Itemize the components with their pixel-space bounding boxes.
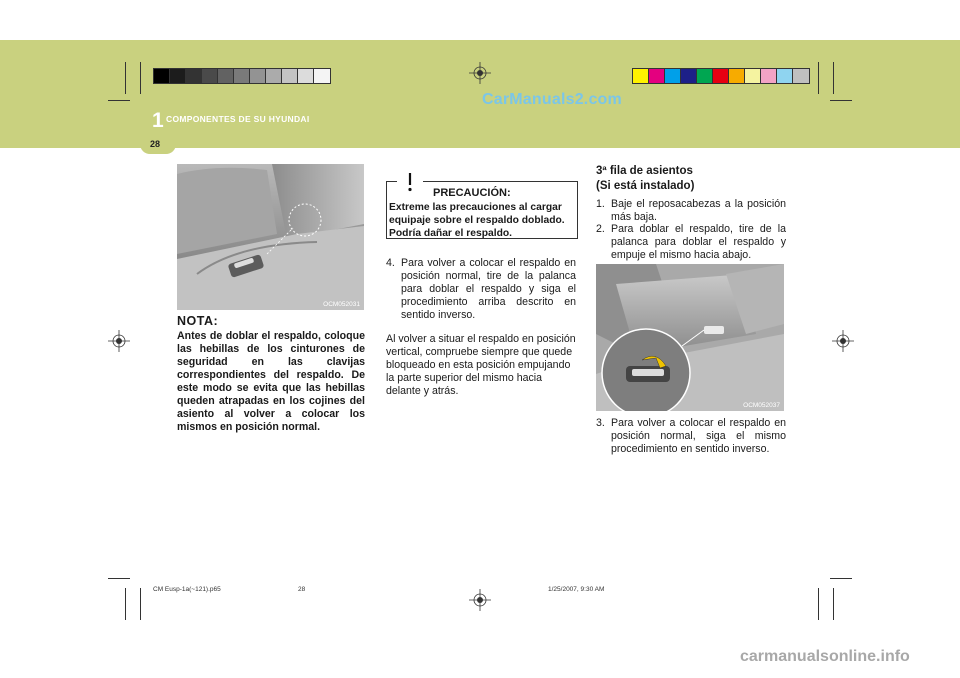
gray-swatch — [170, 69, 186, 83]
color-swatch — [729, 69, 745, 83]
bottom-watermark-link[interactable]: carmanualsonline.info — [740, 648, 910, 665]
crop-mark — [833, 62, 834, 94]
gray-swatch — [218, 69, 234, 83]
header-band — [0, 40, 960, 148]
registration-mark-icon — [469, 62, 491, 84]
registration-mark-icon — [108, 330, 130, 352]
color-swatch — [633, 69, 649, 83]
step-text: Baje el reposacabezas a la posición más baja. — [611, 198, 786, 223]
section-title-line-2: (Si está instalado) — [596, 180, 695, 192]
step-4 — [386, 257, 576, 322]
color-swatch — [649, 69, 665, 83]
gray-swatch — [154, 69, 170, 83]
grayscale-calibration-bar — [153, 68, 331, 84]
gray-swatch — [298, 69, 314, 83]
warning-triangle-icon — [397, 170, 423, 194]
color-swatch — [713, 69, 729, 83]
step-1 — [596, 198, 786, 224]
section-title-line-1: 3ª fila de asientos — [596, 165, 693, 177]
crop-mark — [818, 588, 819, 620]
top-white-strip — [0, 0, 960, 40]
step-3 — [596, 417, 786, 456]
third-row-seat-photo — [596, 264, 784, 411]
seat-photo-illustration — [177, 164, 364, 310]
crop-mark — [125, 588, 126, 620]
registration-mark-icon — [832, 330, 854, 352]
gray-swatch — [234, 69, 250, 83]
note-title: NOTA: — [177, 314, 219, 328]
cargo-area-illustration — [596, 264, 784, 411]
step-text: Para volver a colocar el respaldo en posición normal, tire de la palanca para doblar el respaldo y siga el procedimiento arriba descrito en sentido inverso. — [401, 257, 576, 321]
caution-box — [386, 181, 578, 239]
color-swatch — [697, 69, 713, 83]
color-swatch — [777, 69, 793, 83]
crop-mark — [830, 100, 852, 101]
gray-swatch — [266, 69, 282, 83]
gray-swatch — [250, 69, 266, 83]
page-number: 28 — [150, 139, 161, 149]
note-body: Antes de doblar el respaldo, coloque las hebillas de los cinturones de seguridad en las clavijas correspondientes del respaldo. De este modo se evita que las hebillas queden atrapadas en los cojines del asiento al volver a colocar los mismos en posición normal. — [177, 330, 365, 433]
color-swatch — [761, 69, 777, 83]
gray-swatch — [282, 69, 298, 83]
photo-code-label: OCM052037 — [743, 402, 780, 409]
chapter-title: COMPONENTES DE SU HYUNDAI — [166, 114, 310, 124]
crop-mark — [833, 588, 834, 620]
chapter-number: 1 — [152, 109, 164, 132]
crop-mark — [108, 100, 130, 101]
vertical-check-paragraph: Al volver a situar el respaldo en posición vertical, compruebe siempre que quede bloqueado en esta posición empujando la parte superior del mismo hacia delante y atrás. — [386, 333, 576, 397]
color-swatch — [681, 69, 697, 83]
registration-mark-icon — [469, 589, 491, 611]
color-swatch — [665, 69, 681, 83]
gray-swatch — [202, 69, 218, 83]
photo-code-label: OCM052031 — [323, 301, 360, 308]
caution-body: Extreme las precauciones al cargar equipaje sobre el respaldo doblado. Podría dañar el respaldo. — [389, 202, 565, 239]
caution-title: PRECAUCIÓN: — [433, 187, 511, 199]
footer-filename: CM Eusp-1a(~121).p65 — [153, 586, 221, 593]
crop-mark — [108, 578, 130, 579]
step-2 — [596, 223, 786, 262]
gray-swatch — [186, 69, 202, 83]
gray-swatch — [314, 69, 330, 83]
crop-mark — [830, 578, 852, 579]
footer-page: 28 — [298, 586, 306, 593]
crop-mark — [140, 62, 141, 94]
color-swatch — [793, 69, 809, 83]
step-number: 3. — [596, 417, 605, 429]
sheet-left-area — [0, 148, 172, 678]
step-number: 2. — [596, 223, 605, 235]
color-calibration-bar — [632, 68, 810, 84]
section-title — [596, 164, 694, 194]
footer-date: 1/25/2007, 9:30 AM — [548, 586, 605, 593]
watermark-link[interactable]: CarManuals2.com — [482, 91, 622, 108]
step-number: 1. — [596, 198, 605, 210]
seat-belt-buckle-photo — [177, 164, 364, 310]
crop-mark — [818, 62, 819, 94]
crop-mark — [140, 588, 141, 620]
step-text: Para volver a colocar el respaldo en posición normal, siga el mismo procedimiento en sentido inverso. — [611, 417, 786, 455]
color-swatch — [745, 69, 761, 83]
crop-mark — [125, 62, 126, 94]
step-number: 4. — [386, 257, 395, 269]
step-text: Para doblar el respaldo, tire de la palanca para doblar el respaldo y empuje el mismo hacia abajo. — [611, 223, 786, 261]
